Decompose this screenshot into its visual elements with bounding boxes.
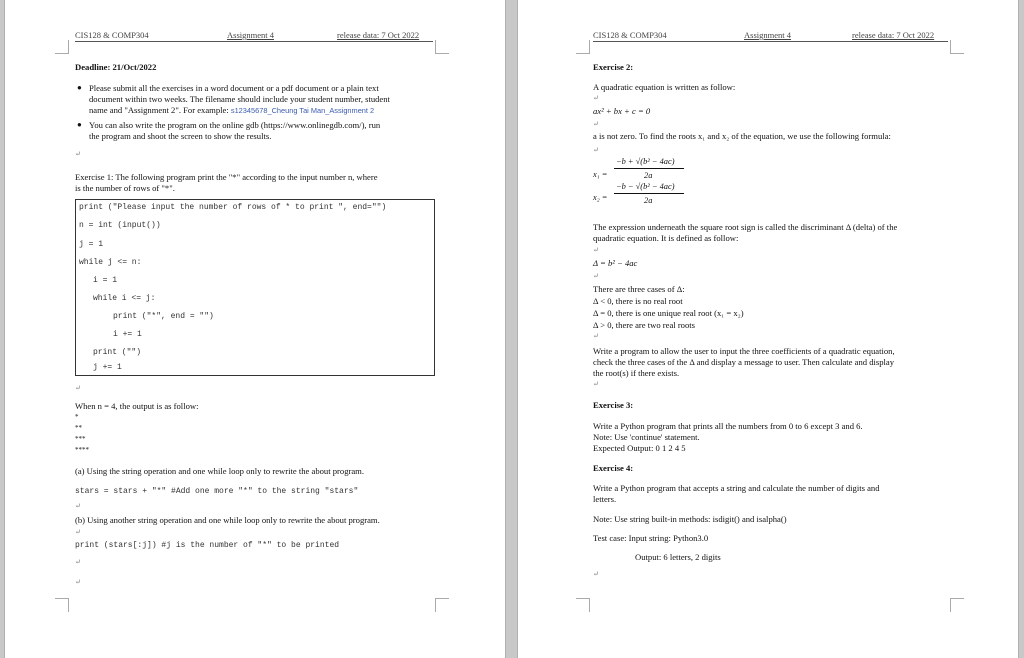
paragraph-mark: ↵ <box>75 558 81 566</box>
quad-intro: A quadratic equation is written as follow: <box>593 82 736 92</box>
header-course: CIS128 & COMP304 <box>75 30 149 40</box>
code-line: j += 1 <box>93 363 122 372</box>
star-row: *** <box>75 435 86 443</box>
nonzero-text: a is not zero. To find the roots x₁ and x₂ of the equation, we use the following formula: <box>593 131 891 141</box>
header-release: release data: 7 Oct 2022 <box>337 30 420 40</box>
code-line: while i <= j: <box>93 294 156 303</box>
header-rule <box>593 41 948 42</box>
exercise3-title: Exercise 3: <box>593 400 634 410</box>
cases-intro: There are three cases of Δ: <box>593 284 685 294</box>
document-page-2 <box>517 0 1019 658</box>
exercise4-title: Exercise 4: <box>593 463 634 473</box>
bullet1-line3: name and "Assignment 2". For example: s12345678_Cheung Tai Man_Assignment 2 <box>89 105 375 115</box>
code-line: j = 1 <box>79 240 104 249</box>
x2-denominator: 2a <box>644 196 653 205</box>
header-assignment: Assignment 4 <box>227 30 274 40</box>
paragraph-mark: ↵ <box>75 150 81 158</box>
crop-mark <box>435 598 449 612</box>
write-line3: the root(s) if there exists. <box>593 368 680 378</box>
discriminant-line2: quadratic equation. It is defined as follow: <box>593 233 739 243</box>
code-line: i += 1 <box>113 330 142 339</box>
paragraph-mark: ↵ <box>593 146 599 154</box>
code-line: i = 1 <box>93 276 118 285</box>
paragraph-mark: ↵ <box>593 120 599 128</box>
bullet1-line2: document within two weeks. The filename should include your student number, student <box>89 94 390 104</box>
case-1: Δ < 0, there is no real root <box>593 296 683 306</box>
bullet-icon: ● <box>77 120 82 129</box>
paragraph-mark: ↵ <box>593 94 599 102</box>
part-b: (b) Using another string operation and one while loop only to rewrite the about program. <box>75 515 380 525</box>
paragraph-mark: ↵ <box>593 380 599 388</box>
crop-mark <box>576 40 590 54</box>
x2-lhs: x₂ = <box>593 193 608 202</box>
paragraph-mark: ↵ <box>75 384 81 392</box>
exercise2-title: Exercise 2: <box>593 62 634 72</box>
write-line1: Write a program to allow the user to input the three coefficients of a quadratic equation, <box>593 346 895 356</box>
header-rule <box>75 41 433 42</box>
x2-numerator: −b − √(b² − 4ac) <box>616 182 675 191</box>
bullet2-line1: You can also write the program on the online gdb (https://www.onlinegdb.com/), run <box>89 120 381 130</box>
crop-mark <box>55 598 69 612</box>
document-page-1 <box>4 0 506 658</box>
x1-lhs: x₁ = <box>593 170 608 179</box>
write-line2: check the three cases of the Δ and display a message to user. Then calculate and display <box>593 357 895 367</box>
paragraph-mark: ↵ <box>75 578 81 586</box>
exercise1-line2: is the number of rows of "*". <box>75 183 175 193</box>
header-release: release data: 7 Oct 2022 <box>852 30 935 40</box>
quadratic-equation: ax² + bx + c = 0 <box>593 106 651 116</box>
star-row: **** <box>75 446 89 454</box>
code-line: print ("Please input the number of rows of * to print ", end="") <box>79 203 387 212</box>
code-line: n = int (input()) <box>79 221 161 230</box>
exercise4-line2: letters. <box>593 494 617 504</box>
x1-numerator: −b + √(b² − 4ac) <box>616 157 675 166</box>
exercise3-line1: Write a Python program that prints all the numbers from 0 to 6 except 3 and 6. <box>593 421 863 431</box>
part-a: (a) Using the string operation and one while loop only to rewrite the about program. <box>75 466 365 476</box>
bullet2-line2: the program and shoot the screen to show the results. <box>89 131 272 141</box>
crop-mark <box>576 598 590 612</box>
paragraph-mark: ↵ <box>593 246 599 254</box>
header-course: CIS128 & COMP304 <box>593 30 667 40</box>
code-line: print ("") <box>93 348 142 357</box>
delta-equation: Δ = b² − 4ac <box>593 258 638 268</box>
exercise4-output: Output: 6 letters, 2 digits <box>635 552 721 562</box>
star-row: ** <box>75 424 82 432</box>
deadline: Deadline: 21/Oct/2022 <box>75 62 157 72</box>
case-2: Δ = 0, there is one unique real root (x₁ = x₂) <box>593 308 744 318</box>
paragraph-mark: ↵ <box>75 528 81 536</box>
exercise1-line1: Exercise 1: The following program print the "*" according to the input number n, where <box>75 172 378 182</box>
exercise3-line2: Note: Use 'continue' statement. <box>593 432 700 442</box>
discriminant-line1: The expression underneath the square root sign is called the discriminant Δ (delta) of the <box>593 222 898 232</box>
exercise4-note: Note: Use string built-in methods: isdigit() and isalpha() <box>593 514 787 524</box>
exercise3-line3: Expected Output: 0 1 2 4 5 <box>593 443 686 453</box>
paragraph-mark: ↵ <box>593 570 599 578</box>
crop-mark <box>950 40 964 54</box>
print-code: print (stars[:j]) #j is the number of "*" to be printed <box>75 541 340 550</box>
header-assignment: Assignment 4 <box>744 30 791 40</box>
exercise4-line1: Write a Python program that accepts a string and calculate the number of digits and <box>593 483 880 493</box>
fraction-bar <box>614 168 684 169</box>
paragraph-mark: ↵ <box>75 502 81 510</box>
paragraph-mark: ↵ <box>593 272 599 280</box>
crop-mark <box>435 40 449 54</box>
crop-mark <box>55 40 69 54</box>
stars-code: stars = stars + "*" #Add one more "*" to the string "stars" <box>75 487 359 496</box>
paragraph-mark: ↵ <box>593 332 599 340</box>
crop-mark <box>950 598 964 612</box>
star-row: * <box>75 413 79 421</box>
code-line: while j <= n: <box>79 258 142 267</box>
bullet-icon: ● <box>77 83 82 92</box>
fraction-bar <box>614 193 684 194</box>
bullet1-line1: Please submit all the exercises in a word document or a pdf document or a plain text <box>89 83 379 93</box>
x1-denominator: 2a <box>644 171 653 180</box>
case-3: Δ > 0, there are two real roots <box>593 320 696 330</box>
exercise4-test: Test case: Input string: Python3.0 <box>593 533 709 543</box>
output-intro: When n = 4, the output is as follow: <box>75 401 199 411</box>
code-line: print ("*", end = "") <box>113 312 214 321</box>
